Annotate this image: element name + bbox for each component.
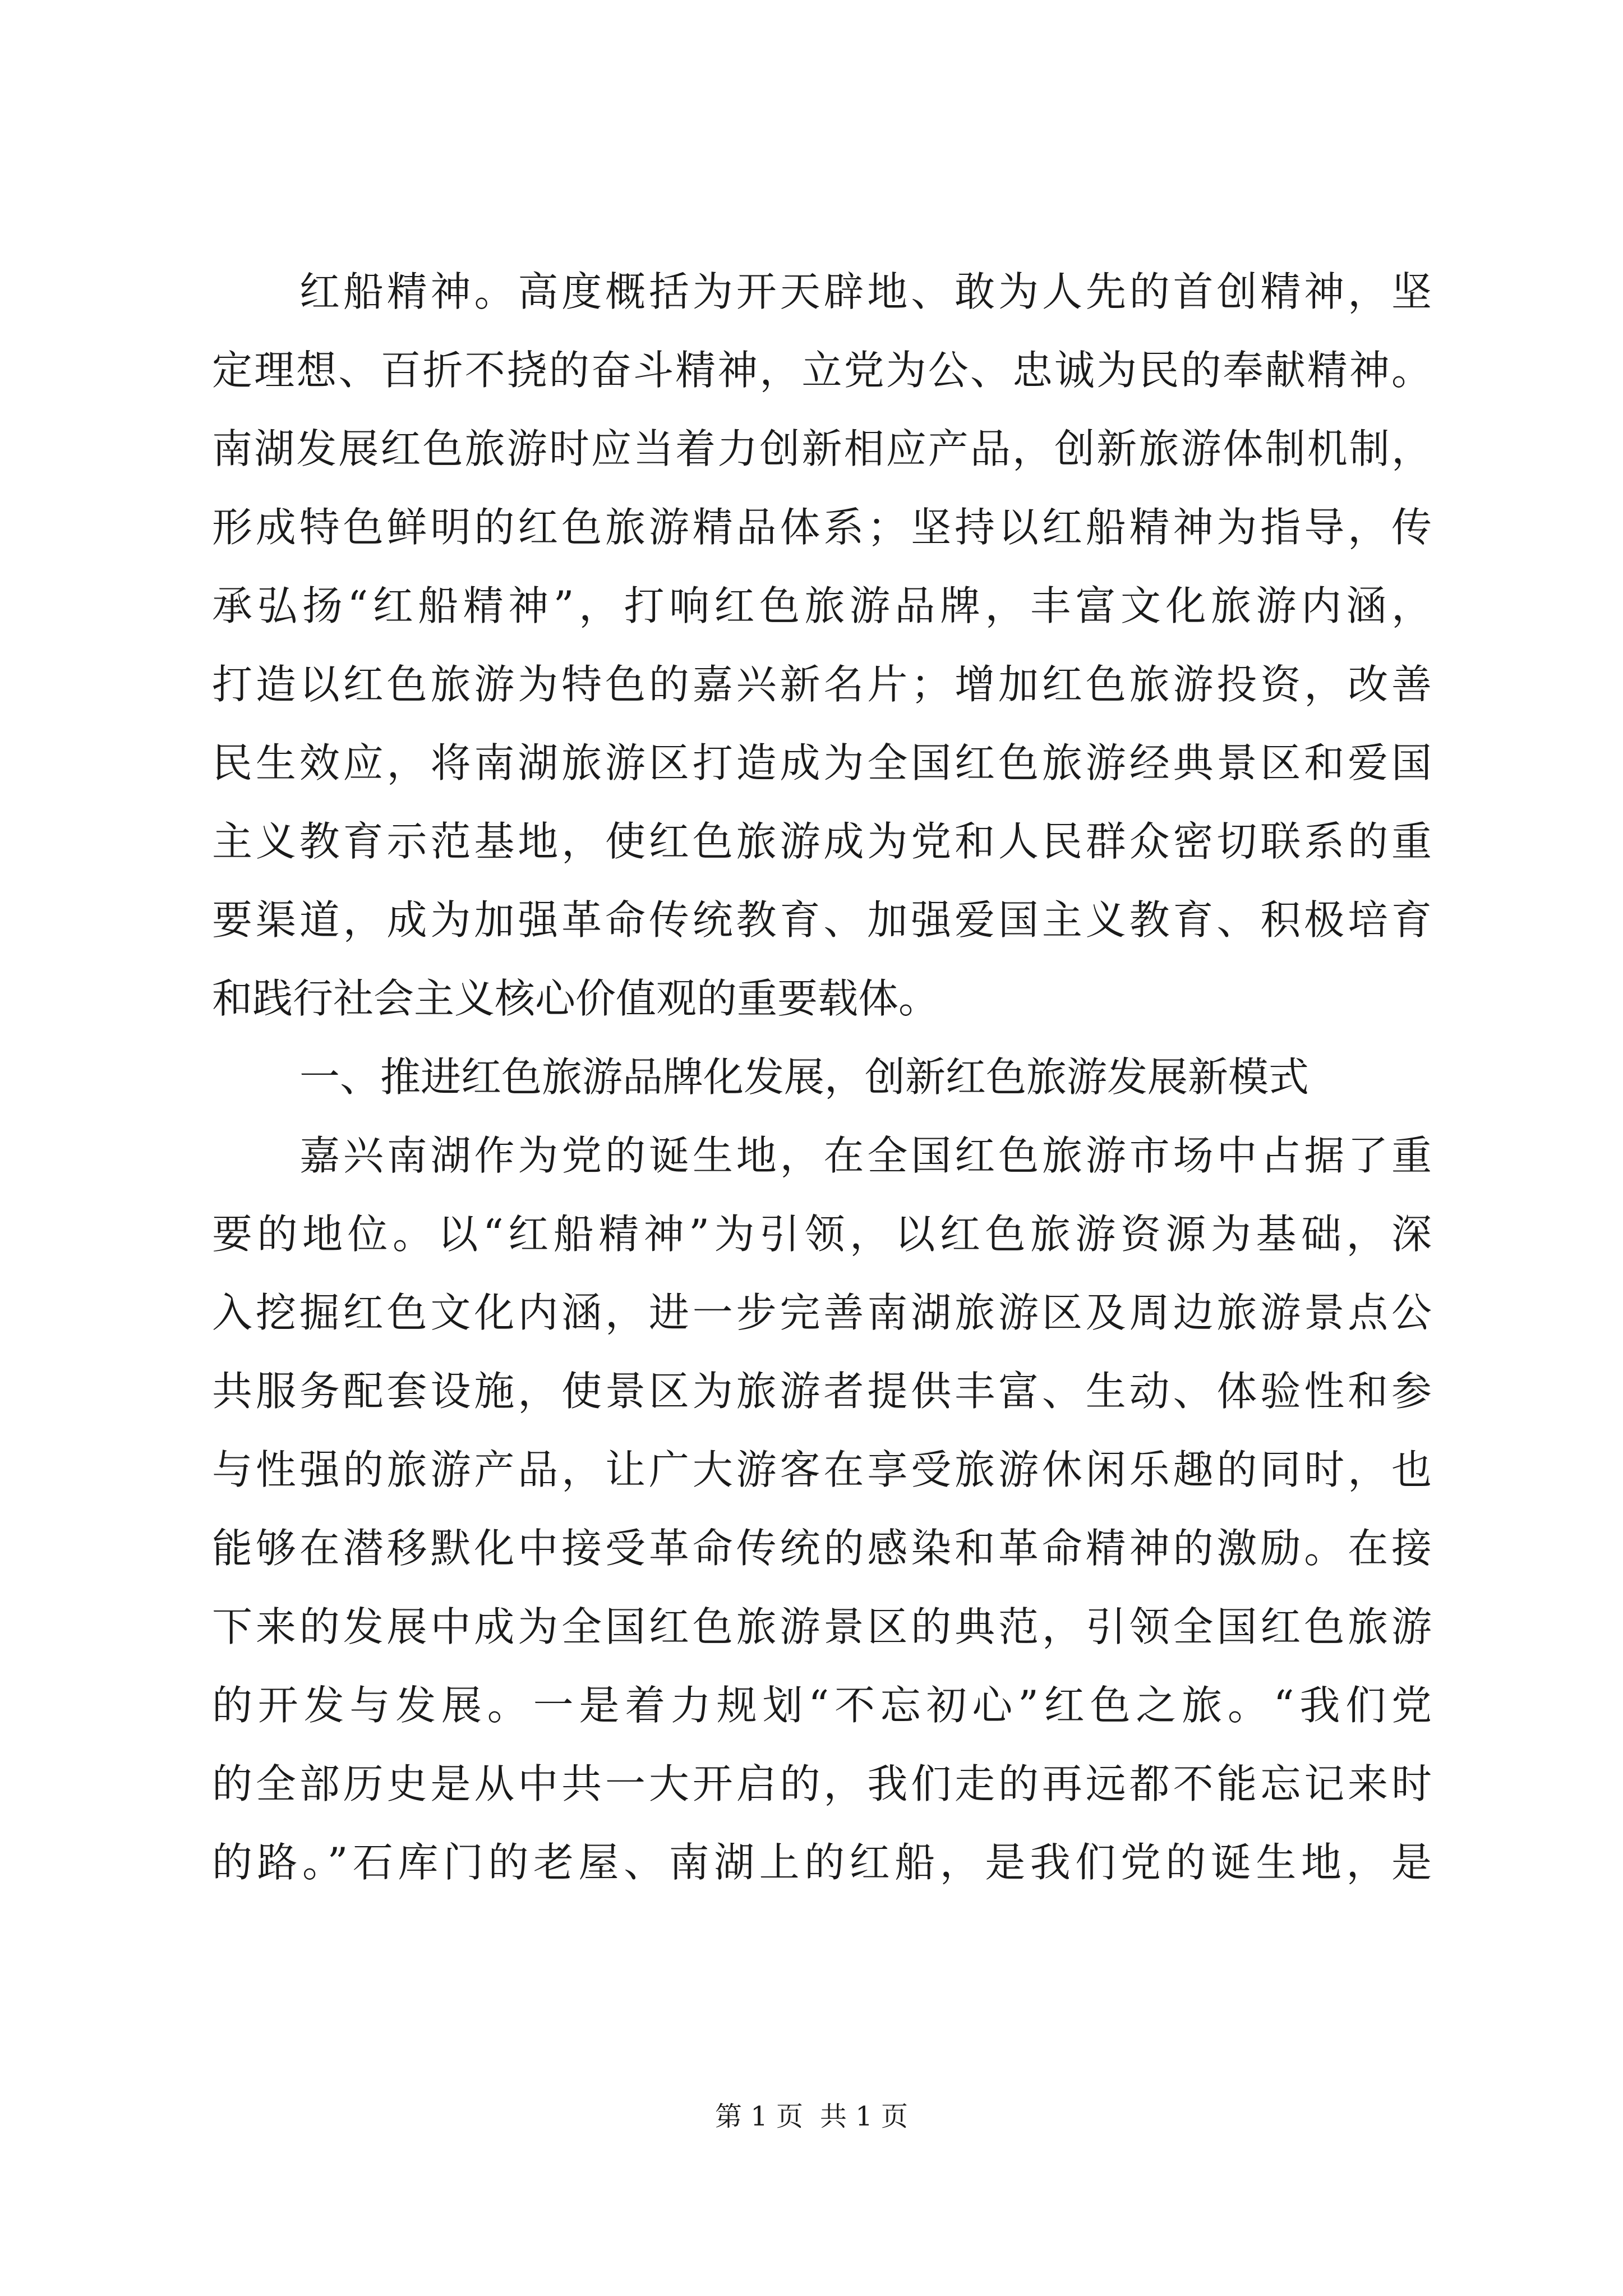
paragraph-line: 和践行社会主义核心价值观的重要载体。 (212, 975, 939, 1022)
paragraph-line: 打造以红色旅游为特色的嘉兴新名片；增加红色旅游投资，改善 (212, 661, 1432, 708)
paragraph-line: 民生效应，将南湖旅游区打造成为全国红色旅游经典景区和爱国 (212, 739, 1432, 786)
paragraph-line: 的全部历史是从中共一大开启的，我们走的再远都不能忘记来时 (212, 1760, 1432, 1807)
paragraph-line: 红船精神。高度概括为开天辟地、敢为人先的首创精神，坚 (299, 268, 1432, 315)
document-body (212, 252, 1432, 1902)
paragraph-line: 与性强的旅游产品，让广大游客在享受旅游休闲乐趣的同时，也 (212, 1446, 1432, 1493)
paragraph-line: 下来的发展中成为全国红色旅游景区的典范，引领全国红色旅游 (212, 1603, 1432, 1650)
paragraph-line: 要的地位。以“红船精神”为引领，以红色旅游资源为基础，深 (212, 1211, 1432, 1258)
paragraph-line: 共服务配套设施，使景区为旅游者提供丰富、生动、体验性和参 (212, 1368, 1432, 1415)
paragraph-line: 要渠道，成为加强革命传统教育、加强爱国主义教育、积极培育 (212, 896, 1432, 944)
paragraph-line: 形成特色鲜明的红色旅游精品体系；坚持以红船精神为指导，传 (212, 504, 1432, 551)
paragraph-line: 主义教育示范基地，使红色旅游成为党和人民群众密切联系的重 (212, 818, 1432, 865)
page-number-label: 第 1 页 (714, 2101, 803, 2132)
page-total-label: 共 1 页 (820, 2101, 909, 2132)
paragraph-line: 入挖掘红色文化内涵，进一步完善南湖旅游区及周边旅游景点公 (212, 1289, 1432, 1336)
paragraph-line: 定理想、百折不挠的奋斗精神，立党为公、忠诚为民的奉献精神。 (212, 347, 1432, 394)
paragraph-line: 南湖发展红色旅游时应当着力创新相应产品，创新旅游体制机制， (212, 425, 1432, 472)
paragraph-line: 的路。”石库门的老屋、南湖上的红船，是我们党的诞生地，是 (212, 1839, 1432, 1886)
paragraph-line: 嘉兴南湖作为党的诞生地，在全国红色旅游市场中占据了重 (299, 1132, 1432, 1179)
paragraph-line: 承弘扬“红船精神”，打响红色旅游品牌，丰富文化旅游内涵， (212, 582, 1432, 629)
section-heading: 一、推进红色旅游品牌化发展，创新红色旅游发展新模式 (299, 1053, 1310, 1101)
paragraph-line: 的开发与发展。一是着力规划“不忘初心”红色之旅。“我们党 (212, 1682, 1432, 1729)
paragraph-line: 能够在潜移默化中接受革命传统的感染和革命精神的激励。在接 (212, 1525, 1432, 1572)
page-footer (0, 2097, 1623, 2136)
